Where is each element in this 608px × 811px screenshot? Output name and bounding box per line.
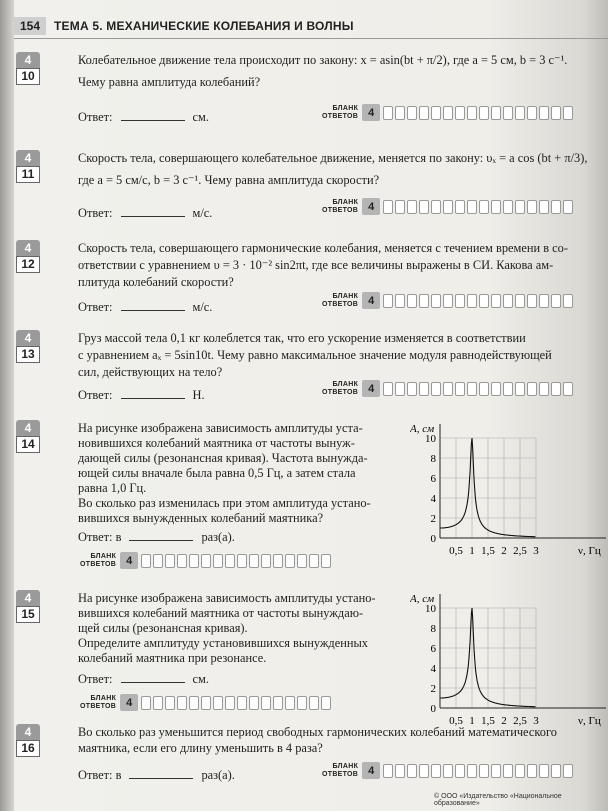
task-text: маятника, если его длину уменьшить в 4 раза?: [78, 741, 323, 755]
answer-cell[interactable]: [431, 382, 441, 396]
answer-cell[interactable]: [237, 554, 247, 568]
answer-row: Ответ: см.: [78, 672, 209, 686]
answer-cell[interactable]: [383, 294, 393, 308]
task-text: где a = 5 см/с, b = 3 с⁻¹. Чему равна амплитуда скорости?: [78, 173, 380, 187]
answer-row: Ответ: м/с.: [78, 300, 213, 314]
x-tick-label: 0,5: [449, 715, 463, 727]
answer-cells[interactable]: [141, 696, 333, 710]
answer-cell[interactable]: [491, 764, 501, 778]
answer-row: Ответ: в раз(а).: [78, 530, 235, 544]
answer-cell[interactable]: [297, 554, 307, 568]
answer-cells[interactable]: [383, 764, 575, 778]
answer-cell[interactable]: [515, 106, 525, 120]
x-tick-label: 1,5: [481, 715, 495, 727]
answer-cell[interactable]: [563, 106, 573, 120]
answer-row: Ответ: в раз(а).: [78, 768, 235, 782]
answer-cell[interactable]: [141, 554, 151, 568]
answer-cell[interactable]: [309, 554, 319, 568]
answer-cell[interactable]: [455, 200, 465, 214]
task-text: Во сколько раз изменилась при этом амплитуда устано-: [78, 496, 371, 510]
task-text: Скорость тела, совершающего колебательное движение, меняется по закону: υₓ = a cos (bt + π/3),: [78, 151, 588, 165]
answer-cell[interactable]: [309, 696, 319, 710]
resonance-graph-1: [410, 420, 606, 560]
answer-cell[interactable]: [395, 764, 405, 778]
task-text: На рисунке изображена зависимость амплитуды устано-: [78, 591, 376, 605]
answer-sheet-box: БЛАНК ОТВЕТОВ 4: [322, 104, 575, 121]
answer-cell[interactable]: [491, 294, 501, 308]
answer-cell[interactable]: [491, 382, 501, 396]
answer-cell[interactable]: [431, 764, 441, 778]
answer-cell[interactable]: [515, 294, 525, 308]
answer-sheet-box: БЛАНК ОТВЕТОВ 4: [322, 380, 575, 397]
task-text: плитуда колебаний скорости?: [78, 275, 234, 289]
answer-cell[interactable]: [455, 764, 465, 778]
answer-cell[interactable]: [141, 696, 151, 710]
answer-cell[interactable]: [503, 200, 513, 214]
y-tick-label: 10: [425, 433, 436, 445]
task-text: Определите амплитуду установившихся вынужденных: [78, 636, 368, 650]
answer-input[interactable]: [121, 110, 185, 121]
answer-cell[interactable]: [395, 382, 405, 396]
x-tick-label: 1: [469, 545, 475, 557]
answer-cell[interactable]: [551, 294, 561, 308]
x-tick-label: 3: [533, 545, 539, 557]
task-text: вившихся колебаний маятника от частоты вынуждаю-: [78, 606, 364, 620]
task-text: Во сколько раз уменьшится период свободных гармонических колебаний математического: [78, 725, 557, 739]
x-tick-label: 1,5: [481, 545, 495, 557]
binding-gutter: [0, 0, 14, 811]
answer-cell[interactable]: [225, 696, 235, 710]
answer-cell[interactable]: [273, 554, 283, 568]
answer-cell[interactable]: [527, 382, 537, 396]
answer-cell[interactable]: [407, 294, 417, 308]
x-tick-label: 1: [469, 715, 475, 727]
answer-input[interactable]: [121, 300, 185, 311]
task-text: дающей силы (резонансная кривая). Частота вынужда-: [78, 451, 368, 465]
answer-cell[interactable]: [261, 554, 271, 568]
answer-cell[interactable]: [503, 294, 513, 308]
task-badge: 4 10: [16, 52, 40, 85]
answer-cell[interactable]: [383, 106, 393, 120]
answer-input[interactable]: [129, 530, 193, 541]
answer-cell[interactable]: [527, 106, 537, 120]
answer-cell[interactable]: [177, 696, 187, 710]
answer-cell[interactable]: [177, 554, 187, 568]
answer-cell[interactable]: [213, 554, 223, 568]
answer-cell[interactable]: [237, 696, 247, 710]
task-text: Груз массой тела 0,1 кг колеблется так, что его ускорение изменяется в соответствии: [78, 331, 526, 345]
task-text: вившихся вынужденных колебаний маятника?: [78, 511, 324, 525]
answer-cell[interactable]: [407, 200, 417, 214]
answer-cell[interactable]: [467, 200, 477, 214]
answer-cells[interactable]: [383, 200, 575, 214]
y-tick-label: 4: [430, 493, 436, 505]
answer-cell[interactable]: [551, 382, 561, 396]
answer-cell[interactable]: [383, 200, 393, 214]
answer-sheet-box: БЛАНК ОТВЕТОВ 4: [322, 292, 575, 309]
answer-cell[interactable]: [189, 554, 199, 568]
answer-cells[interactable]: [383, 106, 575, 120]
y-axis-label: A, см: [410, 593, 435, 605]
answer-sheet-box: БЛАНК ОТВЕТОВ 4: [80, 694, 333, 711]
answer-cell[interactable]: [467, 382, 477, 396]
answer-input[interactable]: [121, 206, 185, 217]
answer-cell[interactable]: [407, 382, 417, 396]
footer-copyright: © ООО «Издательство «Национальное образование»: [434, 793, 562, 807]
answer-cell[interactable]: [297, 696, 307, 710]
answer-cell[interactable]: [539, 200, 549, 214]
answer-cell[interactable]: [515, 382, 525, 396]
answer-cell[interactable]: [443, 764, 453, 778]
answer-cell[interactable]: [551, 200, 561, 214]
answer-row: Ответ: см.: [78, 110, 209, 124]
task-text: ющей силы вначале была равна 0,5 Гц, а затем стала: [78, 466, 356, 480]
answer-cell[interactable]: [563, 764, 573, 778]
answer-cell[interactable]: [419, 106, 429, 120]
answer-cell[interactable]: [153, 554, 163, 568]
answer-cell[interactable]: [201, 554, 211, 568]
answer-cell[interactable]: [479, 382, 489, 396]
answer-sheet-box: БЛАНК ОТВЕТОВ 4: [322, 198, 575, 215]
answer-cell[interactable]: [563, 200, 573, 214]
y-tick-label: 4: [430, 663, 436, 675]
answer-cell[interactable]: [455, 382, 465, 396]
answer-cell[interactable]: [551, 764, 561, 778]
answer-cell[interactable]: [321, 696, 331, 710]
answer-cell[interactable]: [443, 106, 453, 120]
answer-cell[interactable]: [431, 106, 441, 120]
answer-cell[interactable]: [479, 106, 489, 120]
answer-cell[interactable]: [189, 696, 199, 710]
x-tick-label: 2,5: [513, 545, 527, 557]
task-badge: 4 12: [16, 240, 40, 273]
answer-row: Ответ: Н.: [78, 388, 205, 402]
answer-cell[interactable]: [431, 294, 441, 308]
task-badge: 4 16: [16, 724, 40, 757]
answer-cell[interactable]: [503, 106, 513, 120]
x-tick-label: 2,5: [513, 715, 527, 727]
answer-cell[interactable]: [443, 294, 453, 308]
answer-cell[interactable]: [491, 106, 501, 120]
answer-cell[interactable]: [225, 554, 235, 568]
page-number: 154: [14, 17, 46, 35]
answer-cell[interactable]: [249, 696, 259, 710]
answer-cell[interactable]: [419, 764, 429, 778]
task-text: щей силы (резонансная кривая).: [78, 621, 248, 635]
x-axis-label: ν, Гц: [578, 715, 601, 727]
answer-cell[interactable]: [153, 696, 163, 710]
answer-cell[interactable]: [467, 294, 477, 308]
theme-title: ТЕМА 5. МЕХАНИЧЕСКИЕ КОЛЕБАНИЯ И ВОЛНЫ: [54, 19, 354, 33]
answer-cell[interactable]: [395, 106, 405, 120]
answer-cell[interactable]: [479, 200, 489, 214]
page-header: [14, 14, 608, 39]
answer-cell[interactable]: [551, 106, 561, 120]
answer-cell[interactable]: [467, 106, 477, 120]
x-tick-label: 2: [501, 715, 507, 727]
answer-sheet-box: БЛАНК ОТВЕТОВ 4: [322, 762, 575, 779]
task-text: Скорость тела, совершающего гармонические колебания, меняется с течением времени в со-: [78, 241, 568, 255]
y-tick-label: 0: [430, 533, 436, 545]
answer-input[interactable]: [121, 388, 185, 399]
answer-cell[interactable]: [285, 554, 295, 568]
answer-cell[interactable]: [443, 382, 453, 396]
answer-cells[interactable]: [383, 294, 575, 308]
answer-cell[interactable]: [321, 554, 331, 568]
task-badge: 4 13: [16, 330, 40, 363]
task-badge: 4 14: [16, 420, 40, 453]
answer-cell[interactable]: [527, 764, 537, 778]
answer-cell[interactable]: [419, 382, 429, 396]
answer-cell[interactable]: [443, 200, 453, 214]
y-tick-label: 8: [430, 623, 436, 635]
answer-cell[interactable]: [503, 382, 513, 396]
answer-cell[interactable]: [527, 294, 537, 308]
answer-cell[interactable]: [431, 200, 441, 214]
task-text: ответствии с уравнением υ = 3 · 10⁻² sin2πt, где все величины выражены в СИ. Какова ам-: [78, 258, 554, 272]
answer-cell[interactable]: [419, 294, 429, 308]
answer-cell[interactable]: [467, 764, 477, 778]
answer-cell[interactable]: [285, 696, 295, 710]
answer-cell[interactable]: [539, 106, 549, 120]
x-tick-label: 2: [501, 545, 507, 557]
answer-cell[interactable]: [165, 696, 175, 710]
answer-cells[interactable]: [383, 382, 575, 396]
answer-cell[interactable]: [395, 294, 405, 308]
y-tick-label: 8: [430, 453, 436, 465]
task-text: колебаний маятника при резонансе.: [78, 651, 267, 665]
answer-cell[interactable]: [539, 382, 549, 396]
task-text: сил, действующих на тело?: [78, 365, 223, 379]
answer-input[interactable]: [129, 768, 193, 779]
y-tick-label: 2: [430, 513, 436, 525]
answer-cell[interactable]: [539, 294, 549, 308]
answer-cell[interactable]: [503, 764, 513, 778]
answer-cell[interactable]: [455, 106, 465, 120]
answer-cell[interactable]: [563, 294, 573, 308]
x-tick-label: 3: [533, 715, 539, 727]
x-tick-label: 0,5: [449, 545, 463, 557]
answer-sheet-box: БЛАНК ОТВЕТОВ 4: [80, 552, 333, 569]
answer-cell[interactable]: [165, 554, 175, 568]
x-axis-label: ν, Гц: [578, 545, 601, 557]
answer-cell[interactable]: [383, 382, 393, 396]
answer-cell[interactable]: [515, 200, 525, 214]
answer-cell[interactable]: [455, 294, 465, 308]
answer-cell[interactable]: [261, 696, 271, 710]
y-axis-label: A, см: [410, 423, 435, 435]
answer-cell[interactable]: [419, 200, 429, 214]
answer-cell[interactable]: [383, 764, 393, 778]
answer-cell[interactable]: [515, 764, 525, 778]
task-text: новившихся колебаний маятника от частоты вынуж-: [78, 436, 355, 450]
answer-row: Ответ: м/с.: [78, 206, 213, 220]
answer-cell[interactable]: [249, 554, 259, 568]
answer-cells[interactable]: [141, 554, 333, 568]
answer-cell[interactable]: [407, 106, 417, 120]
task-text: Колебательное движение тела происходит по закону: x = asin(bt + π/2), где a = 5 см, b = 3 с⁻¹.: [78, 53, 568, 67]
task-badge: 4 11: [16, 150, 40, 183]
answer-cell[interactable]: [563, 382, 573, 396]
y-tick-label: 0: [430, 703, 436, 715]
answer-cell[interactable]: [479, 294, 489, 308]
answer-cell[interactable]: [527, 200, 537, 214]
task-text: с уравнением aₓ = 5sin10t. Чему равно максимальное значение модуля равнодействующей: [78, 348, 552, 362]
answer-cell[interactable]: [407, 764, 417, 778]
task-text: На рисунке изображена зависимость амплитуды уста-: [78, 421, 363, 435]
task-text: Чему равна амплитуда колебаний?: [78, 75, 261, 89]
y-tick-label: 10: [425, 603, 436, 615]
y-tick-label: 2: [430, 683, 436, 695]
answer-cell[interactable]: [273, 696, 283, 710]
answer-cell[interactable]: [491, 200, 501, 214]
answer-cell[interactable]: [395, 200, 405, 214]
answer-cell[interactable]: [201, 696, 211, 710]
y-tick-label: 6: [430, 473, 436, 485]
answer-cell[interactable]: [213, 696, 223, 710]
answer-input[interactable]: [121, 672, 185, 683]
resonance-graph-2: [410, 590, 606, 730]
answer-cell[interactable]: [479, 764, 489, 778]
task-badge: 4 15: [16, 590, 40, 623]
answer-cell[interactable]: [539, 764, 549, 778]
task-text: равна 1,0 Гц.: [78, 481, 147, 495]
y-tick-label: 6: [430, 643, 436, 655]
